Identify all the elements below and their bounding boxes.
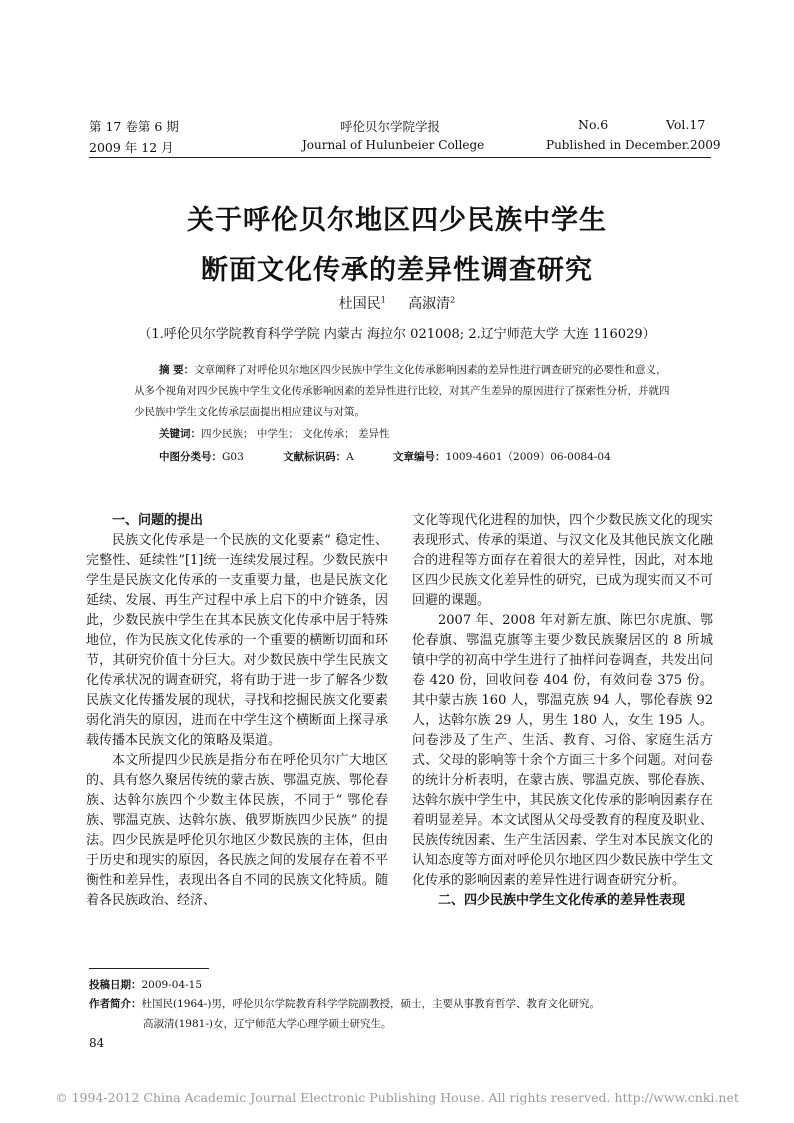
copyright-footer: © 1994-2012 China Academic Journal Electronic Publishing House. All rights reserved. http://www.cnki.net: [55, 1090, 739, 1105]
received-label: 投稿日期：: [89, 979, 142, 991]
abstract-text: 文章阐释了对呼伦贝尔地区四少民族中学生文化传承影响因素的差异性进行调查研究的必要性和意义，从多个视角对四少民族中学生文化传承影响因素的差异性进行比较，对其产生差异的原因进行了探索性分析，并就四少民族中学生文化传承层面提出相应建议与对策。: [134, 364, 670, 418]
date-label: 2009 年 12 月: [89, 140, 174, 155]
clc-code: G03: [222, 451, 244, 463]
bio-label: 作者简介：: [89, 998, 142, 1010]
keywords: [159, 426, 390, 441]
author-name: 杜国民: [338, 296, 381, 312]
body-left-column: [86, 511, 388, 911]
journal-name-en: Journal of Hulunbeier College: [302, 138, 485, 152]
footnote-rule: [89, 968, 209, 969]
abstract-label: 摘 要：: [159, 364, 195, 376]
page-number: 84: [89, 1036, 105, 1050]
bio-text: 杜国民(1964-)男，呼伦贝尔学院教育科学学院副教授，硕士，主要从事教育哲学、教育文化研究。: [141, 998, 600, 1010]
issue-number: No.6: [578, 117, 609, 132]
received-date: [89, 977, 202, 992]
abstract: [134, 360, 674, 423]
body-right-column: [412, 511, 713, 911]
issue-label: 第 17 卷第 6 期: [89, 119, 179, 134]
author-bio: [89, 996, 600, 1011]
volume-number: Vol.17: [666, 117, 706, 132]
article-number: 1009-4601（2009）06-0084-04: [445, 451, 611, 463]
header-rule: [89, 157, 711, 158]
clc-label: 中图分类号：: [159, 451, 222, 463]
paragraph: 民族文化传承是一个民族的文化要素“ 稳定性、完整性、延续性”[1]统一连续发展过程。少数民族中学生是民族文化传承的一支重要力量，也是民族文化延续、发展、再生产过程中承上启下的中介链条，因此，少数民族中学生在其本民族文化传承中居于特殊地位，作为民族文化传承的一个重要的横断切面和环节，其研究价值十分巨大。对少数民族中学生民族文化传承状况的调查研究，将有助于进一步了解各少数民族文化传播发展的现状，寻找和挖掘民族文化要素弱化消失的原因，进而在中学生这个横断面上探寻承载传播本民族文化的策略及渠道。: [86, 533, 388, 748]
author-affil-marker: 2: [450, 295, 456, 305]
author-bio: 高淑清(1981-)女，辽宁师范大学心理学硕士研究生。: [143, 1018, 392, 1030]
section-heading: 一、问题的提出: [112, 513, 204, 528]
article-title-line1: 关于呼伦贝尔地区四少民族中学生: [187, 205, 607, 236]
published-date: Published in December.2009: [546, 138, 721, 152]
paragraph: 2007 年、2008 年对新左旗、陈巴尔虎旗、鄂伦春旗、鄂温克旗等主要少数民族聚居区的 8 所城镇中学的初高中学生进行了抽样问卷调查，共发出问卷 420 份，回收问卷 404 份，有效问卷 375 份。其中蒙古族 160 人，鄂温克族 94 人，鄂伦春族 92 人，达斡尔族 29 人，男生 180 人，女生 195 人。问卷涉及了生产、生活、教育、习俗、家庭生活方式、父母的影响等十余个方面三十多个问题。对问卷的统计分析表明，在蒙古族、鄂温克族、鄂伦春族、达斡尔族中学生中，其民族文化传承的影响因素存在着明显差异。本文试图从父母受教育的程度及职业、民族传统因素、生产生活因素、学生对本民族文化的认知态度等方面对呼伦贝尔地区四少数民族中学生文化传承的影响因素的差异性进行调查研究分析。: [412, 613, 713, 888]
received-value: 2009-04-15: [141, 979, 203, 991]
author-name: 高淑清: [408, 296, 451, 312]
article-title-line2: 断面文化传承的差异性调查研究: [201, 255, 593, 286]
keywords-label: 关键词：: [159, 428, 201, 440]
article-number-label: 文章编号：: [393, 451, 446, 463]
journal-name-cn: 呼伦贝尔学院学报: [340, 119, 441, 134]
affiliation: （1.呼伦贝尔学院教育科学学院 内蒙古 海拉尔 021008; 2.辽宁师范大学 大连 116029）: [138, 327, 656, 342]
paragraph: 本文所提四少民族是指分布在呼伦贝尔广大地区的、具有悠久聚居传统的蒙古族、鄂温克族、鄂伦春族、达斡尔族四个少数主体民族，不同于“ 鄂伦春族、鄂温克族、达斡尔族、俄罗斯族四少民族” 的提法。四少民族是呼伦贝尔地区少数民族的主体，但由于历史和现实的原因，各民族之间的发展存在着不平衡性和差异性，表现出各自不同的民族文化特质。随着各民族政治、经济、: [86, 753, 388, 908]
classification: [159, 449, 647, 464]
author-affil-marker: 1: [380, 295, 386, 305]
keywords-text: 四少民族； 中学生； 文化传承； 差异性: [201, 428, 390, 440]
paragraph: 文化等现代化进程的加快，四个少数民族文化的现实表现形式、传承的渠道、与汉文化及其他民族文化融合的进程等方面存在着很大的差异性，因此，对本地区四少民族文化差异性的研究，已成为现实而又不可回避的课题。: [412, 513, 713, 608]
doc-code-label: 文献标识码：: [283, 451, 347, 463]
doc-code: A: [346, 451, 354, 463]
section-heading: 二、四少民族中学生文化传承的差异性表现: [438, 893, 686, 908]
author-line: [0, 293, 794, 313]
